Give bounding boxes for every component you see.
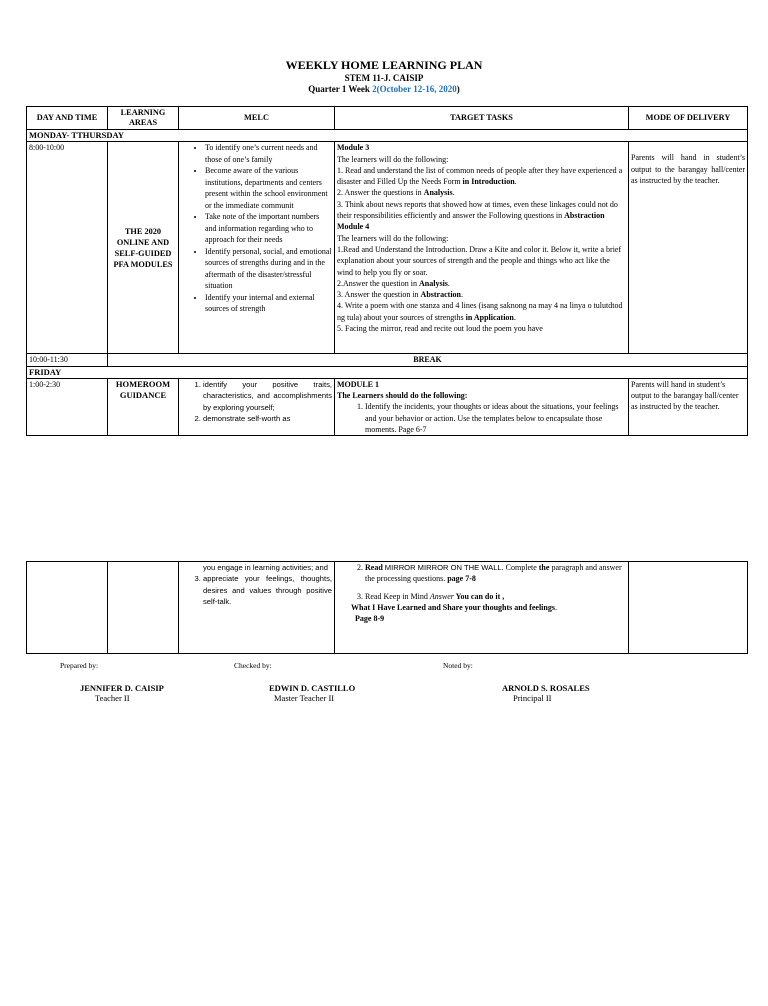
task-item: 3. Think about news reports that showed how at times, even these linkages could not do their responsibilities efficiently and answer the Following questions in Abstraction <box>337 199 618 221</box>
task-item: 1.Read and Understand the Introduction. Draw a Kite and color it. Below it, write a brief explanation about your sources of strength and the people and things who act like the wind to help you fly or soar. <box>337 244 622 277</box>
task-item: 1. Read and understand the list of common needs of people after they have experienced a disaster and Filled Up the Needs Form in Introduction. <box>337 165 623 187</box>
noted-by-label: Noted by: <box>443 661 473 670</box>
task-item: 3. Read Keep in Mind Answer You can do it , <box>365 591 626 602</box>
checked-by-name: EDWIN D. CASTILLO <box>269 683 356 693</box>
task-intro: The learners will do the following: <box>337 154 449 164</box>
section-name: STEM 11-J. CAISIP <box>344 73 424 83</box>
melc-cell <box>179 562 335 654</box>
col-header-delivery: MODE OF DELIVERY <box>629 107 748 130</box>
prepared-by-title: Teacher II <box>95 693 130 703</box>
day-label-friday: FRIDAY <box>27 366 748 378</box>
plan-title: WEEKLY HOME LEARNING PLAN <box>285 58 483 72</box>
plan-table-continued <box>26 561 748 654</box>
noted-by-name: ARNOLD S. ROSALES <box>502 683 590 693</box>
learning-area: HOMEROOM GUIDANCE <box>108 378 179 435</box>
col-header-day: DAY AND TIME <box>27 107 108 130</box>
melc-item: • Become aware of the various institutions, departments and centers present within the school environment or the immediate communit <box>205 165 332 211</box>
tasks-cell <box>335 378 629 435</box>
melc-item: • Identify your internal and external sources of strength <box>205 292 332 315</box>
melc-cell <box>179 378 335 435</box>
break-time: 10:00-11:30 <box>27 354 108 366</box>
melc-item: • Identify personal, social, and emotional sources of strengths during and in the aftermath of the disaster/stressful situation <box>205 246 332 292</box>
task-intro: The Learners should do the following: <box>337 391 468 401</box>
melc-cell <box>179 142 335 354</box>
prepared-by-label: Prepared by: <box>60 661 99 670</box>
module-title: Module 4 <box>337 222 370 232</box>
task-item: What I Have Learned and Share your thoughts and feelings. <box>351 603 557 612</box>
checked-by-label: Checked by: <box>234 661 272 670</box>
page-ref: Page 8-9 <box>355 614 385 624</box>
time-cell: 8:00-10:00 <box>27 142 108 354</box>
col-header-areas: LEARNING AREAS <box>108 107 179 130</box>
noted-by-title: Principal II <box>513 693 552 703</box>
day-label-monday: MONDAY- TTHURSDAY <box>27 130 748 142</box>
quarter-week: Quarter 1 Week 2(October 12-16, 2020) <box>308 84 460 94</box>
melc-item: • Take note of the important numbers and information regarding who to approach for their needs <box>205 211 332 246</box>
break-label: BREAK <box>108 354 748 366</box>
task-item: 5. Facing the mirror, read and recite out loud the poem you have <box>337 324 543 334</box>
checked-by-title: Master Teacher II <box>274 693 335 703</box>
task-item: 1. Identify the incidents, your thoughts or ideas about the situations, your feelings and your behavior or action. Use the templates below to encapsulate those moments. Page 6-7 <box>365 401 626 435</box>
time-cell: 1:00-2:30 <box>27 378 108 435</box>
prepared-by-name: JENNIFER D. CAISIP <box>80 683 164 693</box>
learning-area: THE 2020 ONLINE AND SELF-GUIDED PFA MODULES <box>108 142 179 354</box>
melc-item: 3. appreciate your feelings, thoughts, desires and values through positive self-talk. <box>203 573 332 607</box>
melc-item: you engage in learning activities; and <box>203 563 328 572</box>
area-cell-empty <box>108 562 179 654</box>
col-header-melc: MELC <box>179 107 335 130</box>
col-header-tasks: TARGET TASKS <box>335 107 629 130</box>
melc-item: 1. identify your positive traits, characteristics, and accomplishments by exploring yourself; <box>203 379 332 413</box>
time-cell-empty <box>27 562 108 654</box>
task-item: 4. Write a poem with one stanza and 4 lines (isang saknong na may 4 na linya o tulutdtod ng tula) about your sources of strengths in Application. <box>337 301 623 322</box>
task-item: 2. Answer the questions in Analysis. <box>337 188 455 198</box>
task-item: 2.Answer the question in Analysis. <box>337 278 450 288</box>
melc-item: • To identify one’s current needs and those of one’s family <box>205 142 332 165</box>
tasks-cell <box>335 142 629 354</box>
delivery-cell: Parents will hand in student’s output to the barangay hall/center as instructed by the teacher. <box>629 378 748 435</box>
delivery-cell-empty <box>629 562 748 654</box>
plan-table <box>26 106 748 436</box>
delivery-cell: Parents will hand in student’s output to the barangay hall/center as instructed by the teacher. <box>629 142 748 354</box>
task-item: 3. Answer the question in Abstraction. <box>337 290 463 300</box>
melc-item: 2. demonstrate self-worth as <box>203 413 332 424</box>
task-intro: The learners will do the following: <box>337 233 449 243</box>
module-title: MODULE 1 <box>337 379 379 389</box>
tasks-cell <box>335 562 629 654</box>
task-item: 2. Read MIRROR MIRROR ON THE WALL. Complete the paragraph and answer the processing questions. page 7-8 <box>365 562 626 585</box>
module-title: Module 3 <box>337 143 370 153</box>
